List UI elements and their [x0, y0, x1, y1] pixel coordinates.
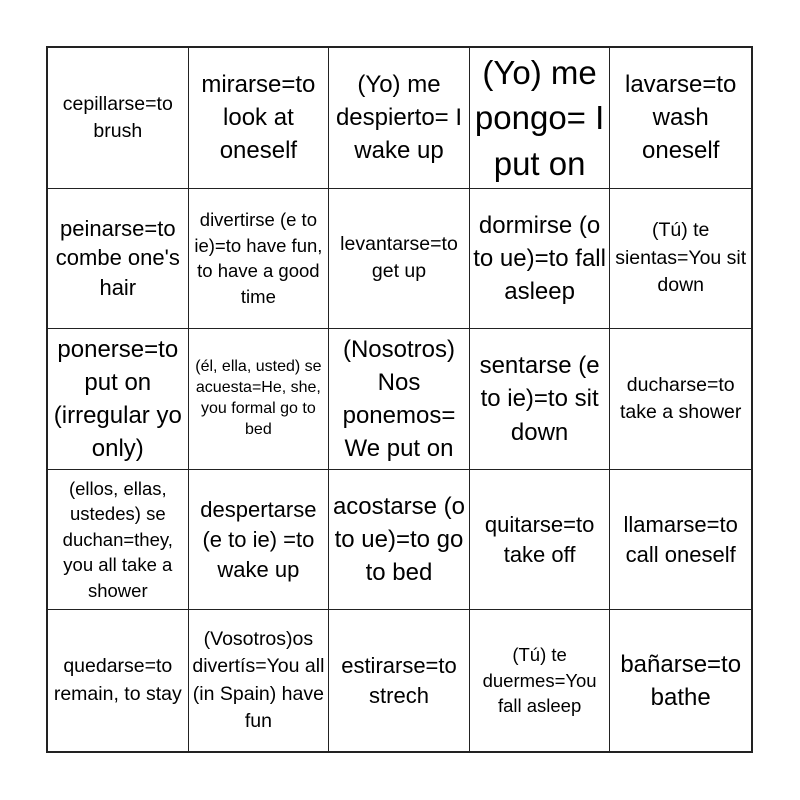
bingo-cell[interactable]: cepillarse=to brush: [48, 48, 189, 189]
bingo-cell[interactable]: lavarse=to wash oneself: [610, 48, 751, 189]
bingo-cell[interactable]: despertarse (e to ie) =to wake up: [189, 470, 330, 611]
bingo-cell[interactable]: divertirse (e to ie)=to have fun, to have a good time: [189, 189, 330, 330]
bingo-cell[interactable]: acostarse (o to ue)=to go to bed: [329, 470, 470, 611]
bingo-cell[interactable]: (Yo) me pongo= I put on: [470, 48, 611, 189]
bingo-cell[interactable]: (Yo) me despierto= I wake up: [329, 48, 470, 189]
bingo-cell[interactable]: (Nosotros) Nos ponemos= We put on: [329, 329, 470, 470]
bingo-cell[interactable]: estirarse=to strech: [329, 610, 470, 751]
bingo-cell[interactable]: dormirse (o to ue)=to fall asleep: [470, 189, 611, 330]
bingo-cell[interactable]: quitarse=to take off: [470, 470, 611, 611]
bingo-cell[interactable]: peinarse=to combe one's hair: [48, 189, 189, 330]
bingo-cell[interactable]: mirarse=to look at oneself: [189, 48, 330, 189]
bingo-cell[interactable]: ponerse=to put on (irregular yo only): [48, 329, 189, 470]
bingo-cell[interactable]: (Tú) te sientas=You sit down: [610, 189, 751, 330]
bingo-cell[interactable]: levantarse=to get up: [329, 189, 470, 330]
bingo-cell[interactable]: quedarse=to remain, to stay: [48, 610, 189, 751]
bingo-cell[interactable]: (Vosotros)os divertís=You all (in Spain) have fun: [189, 610, 330, 751]
bingo-cell[interactable]: sentarse (e to ie)=to sit down: [470, 329, 611, 470]
bingo-board: [46, 46, 753, 753]
bingo-cell[interactable]: (ellos, ellas, ustedes) se duchan=they, you all take a shower: [48, 470, 189, 611]
bingo-cell[interactable]: bañarse=to bathe: [620, 650, 742, 711]
bingo-cell[interactable]: (Tú) te duermes=You fall asleep: [470, 610, 611, 751]
bingo-cell[interactable]: llamarse=to call oneself: [610, 470, 751, 611]
bingo-cell[interactable]: (él, ella, usted) se acuesta=He, she, you formal go to bed: [189, 329, 330, 470]
bingo-cell[interactable]: ducharse=to take a shower: [610, 329, 751, 470]
